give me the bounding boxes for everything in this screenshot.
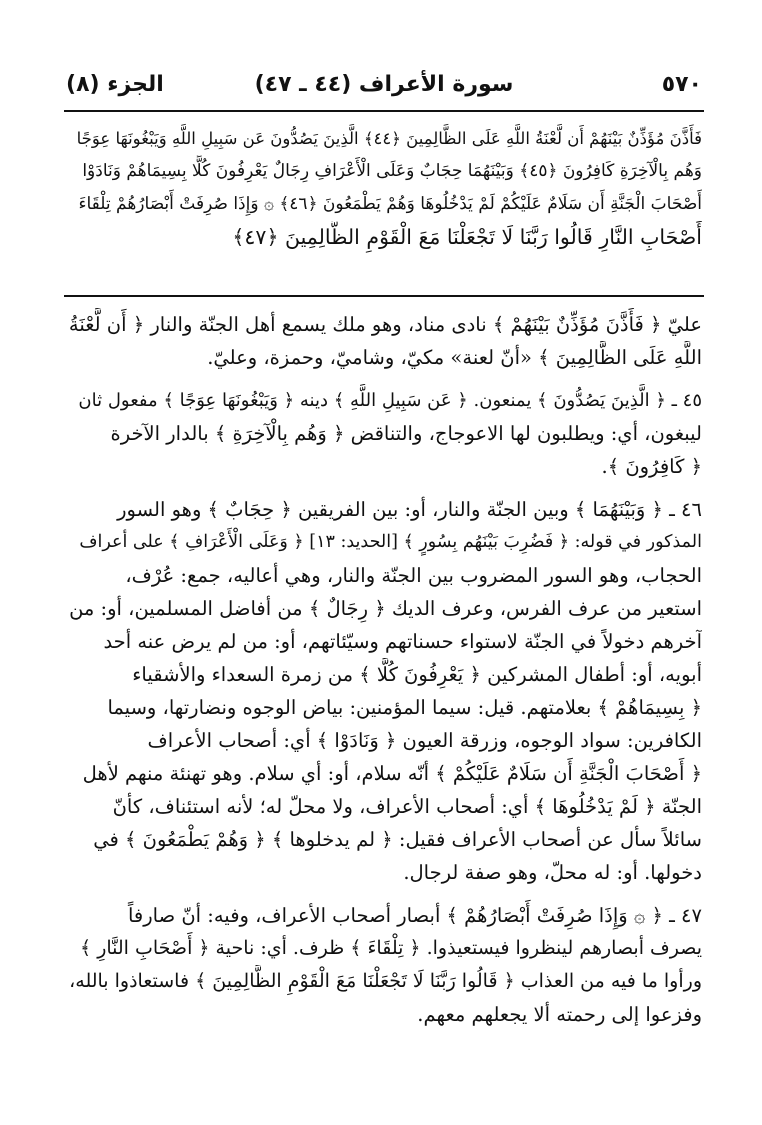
commentary-line: آخرهم دخولاً في الجنّة لاستواء حسناتهم وسيّئاتهم، أو: من لم يرض عنه أحد	[103, 630, 702, 653]
commentary-line: ٤٧ ـ ﴿ ۞ وَإِذَا صُرِفَتْ أَبْصَارُهُمْ ﴾ أبصار أصحاب الأعراف، وفيه: أنّ صارفاً	[127, 904, 702, 927]
surah-title: سورة الأعراف (٤٤ ـ ٤٧)	[254, 72, 514, 97]
commentary-line: دخولها. أو: له محلّ، وهو صفة لرجال.	[403, 861, 702, 884]
quran-line: وَهُم بِالْآخِرَةِ كَافِرُونَ ﴿٤٥﴾ وَبَيْنَهُمَا حِجَابٌ وَعَلَى الْأَعْرَافِ رِجَالٌ يَعْرِفُونَ كُلًّا بِسِيمَاهُمْ وَنَادَوْا	[82, 161, 702, 181]
commentary-paragraph	[66, 384, 702, 483]
commentary-line: عليّ ﴿ فَأَذَّنَ مُؤَذِّنٌ بَيْنَهُمْ ﴾ نادى مناد، وهو ملك يسمع أهل الجنّة والنار ﴿ أَن لَّعْنَةُ	[68, 313, 702, 336]
page-number: ٥٧٠	[661, 72, 702, 97]
commentary-line: ٤٦ ـ ﴿ وَبَيْنَهُمَا ﴾ وبين الجنّة والنار، أو: بين الفريقين ﴿ حِجَابٌ ﴾ وهو السور	[117, 498, 702, 521]
text-divider	[64, 295, 704, 297]
quran-text-block	[66, 122, 702, 287]
commentary-paragraph	[66, 308, 702, 374]
commentary-line: ليبغون، أي: ويطلبون لها الاعوجاج، والتناقض ﴿ وَهُم بِالْآخِرَةِ ﴾ بالدار الآخرة	[110, 422, 702, 445]
commentary-line: الجنّة ﴿ لَمْ يَدْخُلُوهَا ﴾ أي: أصحاب الأعراف، ولا محلّ له؛ لأنه استئناف، كأنّ	[112, 795, 702, 818]
commentary-line: استعير من عرف الفرس، وعرف الديك ﴿ رِجَالٌ ﴾ من أفاضل المسلمين، أو: من	[69, 597, 702, 620]
commentary-line: ورأوا ما فيه من العذاب ﴿ قَالُوا رَبَّنَا لَا تَجْعَلْنَا مَعَ الْقَوْمِ الظَّالِمِينَ ﴾ فاستعاذوا بالله،	[69, 970, 702, 992]
commentary-line: اللَّهِ عَلَى الظَّالِمِينَ ﴾ «أنّ لعنة» مكيّ، وشاميّ، وحمزة، وعليّ.	[207, 346, 702, 369]
part-label: الجزء (٨)	[66, 72, 164, 97]
quran-line: فَأَذَّنَ مُؤَذِّنٌ بَيْنَهُمْ أَن لَّعْنَةُ اللَّهِ عَلَى الظَّالِمِينَ ﴿٤٤﴾ الَّذِينَ يَصُدُّونَ عَن سَبِيلِ اللَّهِ وَيَبْغُونَهَا عِوَجًا	[76, 129, 702, 148]
commentary-line: ﴿ بِسِيمَاهُمْ ﴾ بعلامتهم. قيل: سيما المؤمنين: بياض الوجوه ونضارتها، وسيما	[107, 696, 702, 719]
commentary-line: وفزعوا إلى رحمته ألا يجعلهم معهم.	[417, 1003, 702, 1026]
header-divider	[64, 110, 704, 112]
commentary-line: المذكور في قوله: ﴿ فَضُرِبَ بَيْنَهُم بِسُورٍ ﴾ [الحديد: ١٣] ﴿ وَعَلَى الْأَعْرَافِ ﴾ على أعراف	[79, 532, 702, 552]
commentary-line: أبويه، أو: أطفال المشركين ﴿ يَعْرِفُونَ كُلًّا ﴾ من زمرة السعداء والأشقياء	[132, 663, 702, 686]
commentary-line: الكافرين: سواد الوجوه، وزرقة العيون ﴿ وَنَادَوْا ﴾ أي: أصحاب الأعراف	[147, 729, 702, 752]
commentary-line: سائلاً سأل عن أصحاب الأعراف فقيل: ﴿ لم يدخلوها ﴾ ﴿ وَهُمْ يَطْمَعُونَ ﴾ في	[93, 828, 702, 851]
quran-line: أَصْحَابِ النَّارِ قَالُوا رَبَّنَا لَا تَجْعَلْنَا مَعَ الْقَوْمِ الظَّالِمِينَ ﴿٤٧﴾	[232, 225, 702, 249]
commentary-line: الحجاب، وهو السور المضروب بين الجنّة والنار، وهي أعاليه، جمع: عُرْف،	[125, 564, 702, 587]
commentary-line: ﴿ كَافِرُونَ ﴾.	[601, 455, 702, 478]
commentary	[66, 308, 702, 1108]
quran-line: أَصْحَابَ الْجَنَّةِ أَن سَلَامٌ عَلَيْكُمْ لَمْ يَدْخُلُوهَا وَهُمْ يَطْمَعُونَ ﴿٤٦﴾ ۞ وَإِذَا صُرِفَتْ أَبْصَارُهُمْ تِلْقَاءَ	[78, 194, 702, 214]
commentary-line: ٤٥ ـ ﴿ الَّذِينَ يَصُدُّونَ ﴾ يمنعون. ﴿ عَن سَبِيلِ اللَّهِ ﴾ دينه ﴿ وَيَبْغُونَهَا عِوَجًا ﴾ مفعول ثان	[78, 390, 702, 411]
page-header	[66, 72, 702, 106]
commentary-line: ﴿ أَصْحَابَ الْجَنَّةِ أَن سَلَامٌ عَلَيْكُمْ ﴾ أنّه سلام، أو: أي سلام. وهو تهنئة منهم لأهل	[82, 762, 702, 785]
commentary-paragraph	[66, 493, 702, 889]
commentary-line: يصرف أبصارهم لينظروا فيستعيذوا. ﴿ تِلْقَاءَ ﴾ ظرف. أي: ناحية ﴿ أَصْحَابِ النَّارِ ﴾	[80, 937, 702, 959]
commentary-paragraph	[66, 899, 702, 1031]
